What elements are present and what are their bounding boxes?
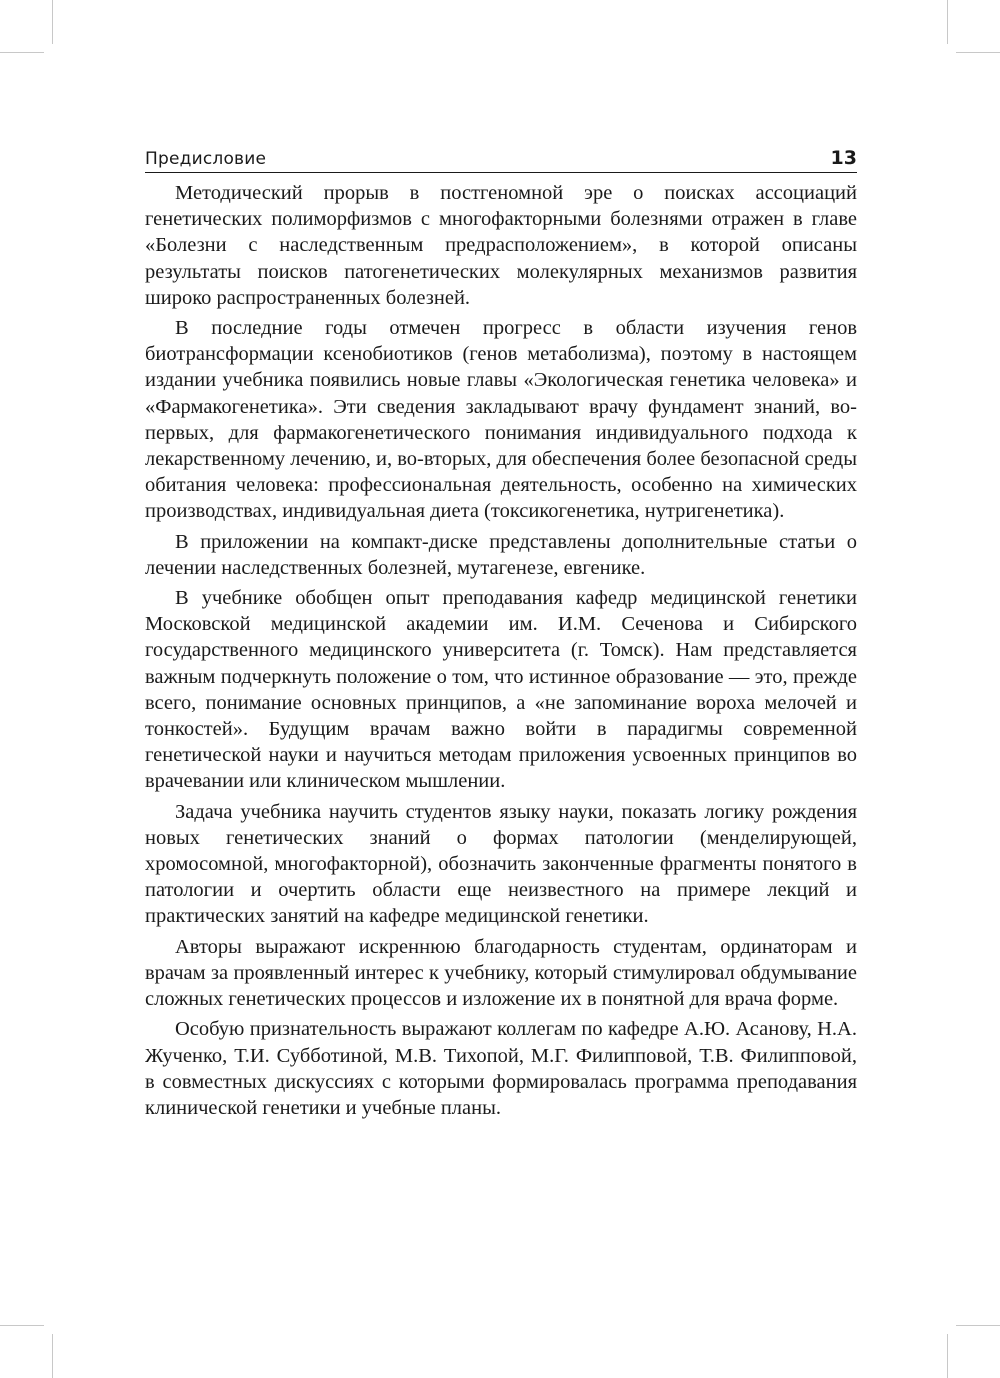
paragraph: Авторы выражают искреннюю благодарность студентам, ординаторам и врачам за проявленный интерес к учебнику, который стимулировал обдумывание сложных генетических процессов и изложение их в понятной для врача форме. — [145, 935, 857, 1011]
crop-mark-top-right-h — [956, 52, 1000, 53]
book-page — [145, 145, 857, 1125]
body-text — [145, 180, 857, 1121]
paragraph: В последние годы отмечен прогресс в области изучения генов биотрансформации ксенобиотиков (генов метаболизма), поэтому в настоящем издании учебника появились новые главы «Экологическая генетика человека» и «Фармакогенетика». Эти сведения закладывают врачу фундамент знаний, во-первых, для фармакогенетического понимания индивидуального подхода к лекарственному лечению, и, во-вторых, для обеспечения более безопасной среды обитания человека: профессиональная деятельность, особенно на химических производствах, индивидуальная диета (токсикогенетика, нутригенетика). — [145, 317, 857, 523]
crop-mark-top-left — [52, 0, 53, 44]
paragraph: В приложении на компакт-диске представлены дополнительные статьи о лечении наследственных болезней, мутагенезе, евгенике. — [145, 530, 857, 579]
running-title: Предисловие — [145, 149, 267, 169]
crop-mark-bottom-left — [52, 1334, 53, 1378]
crop-mark-bottom-right-h — [956, 1325, 1000, 1326]
crop-mark-bottom-right — [947, 1334, 948, 1378]
paragraph: Особую признательность выражают коллегам по кафедре А.Ю. Асанову, Н.А. Жученко, Т.И. Субботиной, М.В. Тихопой, М.Г. Филипповой, Т.В. Филипповой, в совместных дискуссиях с которыми формировалась программа преподавания клинической генетики и учебные планы. — [145, 1018, 857, 1119]
crop-mark-top-left-h — [0, 52, 44, 53]
crop-mark-top-right — [947, 0, 948, 44]
paragraph: Методический прорыв в постгеномной эре о поисках ассоциаций генетических полиморфизмов с многофакторными болезнями отражен в главе «Болезни с наследственным предрасположением», в которой описаны результаты поисков патогенетических молекулярных механизмов развития широко распространенных болезней. — [145, 182, 857, 309]
running-head — [145, 145, 857, 173]
paragraph: Задача учебника научить студентов языку науки, показать логику рождения новых генетических знаний о формах патологии (менделирующей, хромосомной, многофакторной), обозначить законченные фрагменты понятого в патологии и очертить области еще неизвестного на примере лекций и практических занятий на кафедре медицинской генетики. — [145, 800, 857, 928]
crop-mark-bottom-left-h — [0, 1325, 44, 1326]
paragraph: В учебнике обобщен опыт преподавания кафедр медицинской генетики Московской медицинской академии им. И.М. Сеченова и Сибирского государственного медицинского университета (г. Томск). Нам представляется важным подчеркнуть положение о том, что истинное образование — это, прежде всего, понимание основных принципов, а «не запоминание вороха мелочей и тонкостей». Будущим врачам важно войти в парадигмы современной генетической науки и научиться методам приложения усвоенных принципов во врачевании или клиническом мышлении. — [145, 587, 857, 793]
page-number: 13 — [830, 147, 857, 169]
